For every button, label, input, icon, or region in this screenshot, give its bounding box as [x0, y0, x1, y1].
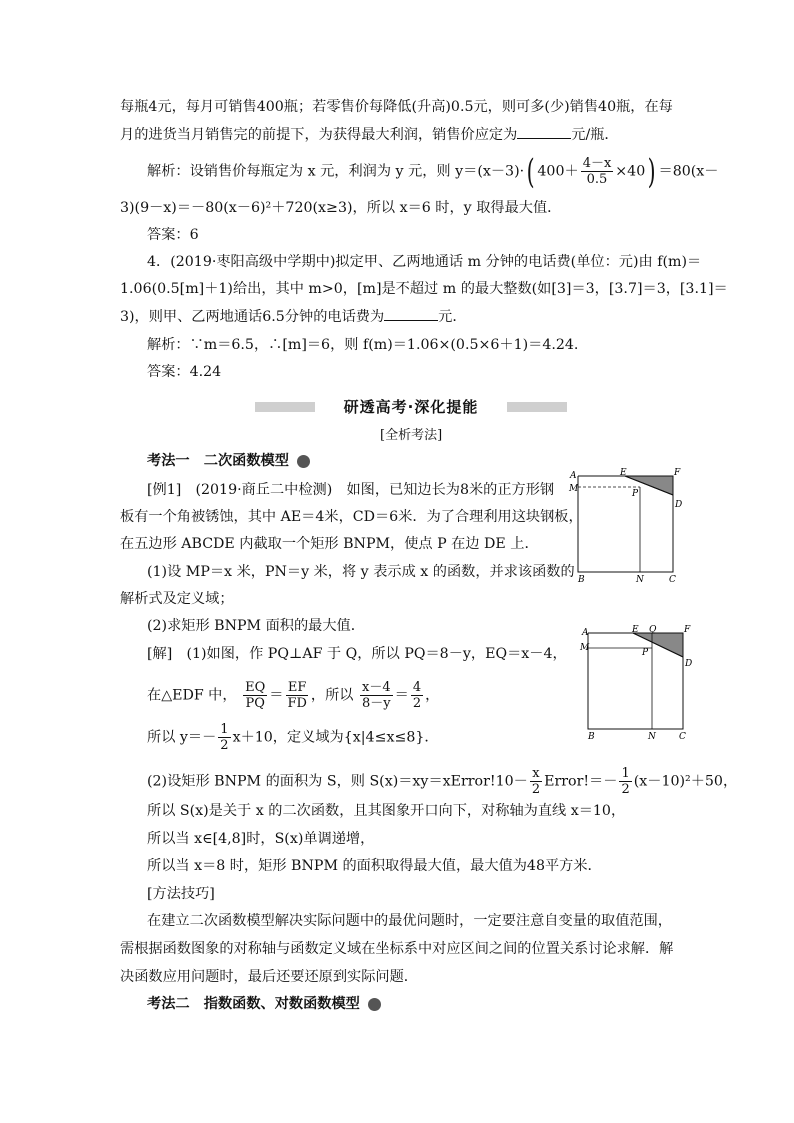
- answer-line: 答案：4.24: [147, 364, 222, 380]
- solution-line: [解] (1)如图，作 PQ⊥AF 于 Q，所以 PQ＝8－y，EQ＝x－4，: [147, 646, 567, 662]
- label-p: P: [632, 489, 639, 499]
- solution-line: 解析：∵m＝6.5，∴[m]＝6，则 f(m)＝1.06×(0.5×6＋1)＝4.24.: [147, 337, 579, 353]
- label-f: F: [684, 625, 691, 635]
- fraction: $\frac{1}{2}$: [220, 722, 229, 753]
- solution-line: 所以当 x∈[4,8]时，S(x)单调递增，: [147, 831, 375, 847]
- analysis-heading: [全析考法]: [380, 428, 443, 443]
- question-line: 1.06(0.5[m]＋1)给出，其中 m>0，[m]是不超过 m 的最大整数(如[3]＝3，[3.7]＝3，[3.1]＝: [120, 281, 728, 297]
- fraction: $\frac{4}{2}$: [412, 680, 422, 711]
- label-c: C: [679, 732, 686, 741]
- solution-line: (2)设矩形 BNPM 的面积为 S，则 S(x)＝xy＝xError!10－ $\frac{x}{2}$ Error!＝－ $\frac{1}{2}$ (x－10)²＋50，: [147, 766, 738, 797]
- figure-square-plate-2: [576, 623, 701, 741]
- label-n: N: [636, 575, 644, 584]
- example-line: (2)求矩形 BNPM 面积的最大值．: [147, 618, 365, 634]
- label-a: A: [582, 628, 589, 638]
- section-banner: [255, 396, 567, 418]
- answer-line: 答案：6: [147, 227, 199, 243]
- text-line: 每瓶4元，每月可销售400瓶；若零售价每降低(升高)0.5元，则可多(少)销售40瓶，在每: [120, 99, 673, 115]
- text-line: 月的进货当月销售完的前提下，为获得最大利润，销售价应定为 元/瓶．: [120, 124, 619, 145]
- question-line: 3)，则甲、乙两地通话6.5分钟的电话费为 元．: [120, 306, 467, 327]
- label-b: B: [578, 575, 585, 584]
- answer-blank: [384, 306, 438, 321]
- label-a: A: [570, 471, 577, 481]
- label-e: E: [632, 625, 639, 635]
- section-banner-title: 研透高考·深化提能: [343, 398, 479, 416]
- method-heading: 考法二 指数函数、对数函数模型: [147, 994, 381, 1014]
- bullet-dot-icon: [368, 998, 381, 1011]
- label-q: Q: [649, 625, 657, 635]
- fraction: $\frac{EF}{FD}$: [287, 680, 307, 711]
- label-d: D: [675, 500, 683, 510]
- fraction: $\frac{1}{2}$: [621, 766, 630, 797]
- tips-line: 需根据函数图象的对称轴与函数定义域在坐标系中对应区间之间的位置关系讨论求解．解: [120, 941, 674, 957]
- example-line: 在五边形 ABCDE 内截取一个矩形 BNPM，使点 P 在边 DE 上．: [120, 536, 539, 552]
- figure-square-plate: [566, 466, 691, 584]
- solution-line: 解析：设销售价每瓶定为 x 元，利润为 y 元，则 y＝(x－3)·( 400＋ $\frac{4-x}{0.5}$ ×40) ＝80(x－: [147, 151, 719, 192]
- tips-line: 在建立二次函数模型解决实际问题中的最优问题时，一定要注意自变量的取值范围，: [147, 913, 672, 929]
- example-line: [例1] (2019·商丘二中检测) 如图，已知边长为8米的正方形钢: [147, 482, 555, 498]
- tips-heading: [方法技巧]: [147, 886, 215, 902]
- tips-line: 决函数应用问题时，最后还要还原到实际问题．: [120, 969, 418, 985]
- solution-line: 所以 S(x)是关于 x 的二次函数，且其图象开口向下，对称轴为直线 x＝10，: [147, 803, 626, 819]
- label-p: P: [642, 648, 649, 658]
- fraction: $\frac{4-x}{0.5}$: [582, 156, 612, 187]
- label-m: M: [580, 643, 590, 653]
- label-d: D: [685, 659, 693, 669]
- solution-line: 所以当 x＝8 时，矩形 BNPM 的面积取得最大值，最大值为48平方米．: [147, 858, 602, 874]
- solution-line: 所以 y＝－ $\frac{1}{2}$ x＋10，定义域为{x|4≤x≤8}．: [147, 722, 439, 753]
- answer-blank: [517, 124, 571, 139]
- label-b: B: [588, 732, 595, 741]
- fraction: $\frac{x}{2}$: [531, 766, 541, 797]
- bullet-dot-icon: [297, 455, 310, 468]
- label-e: E: [620, 468, 627, 478]
- label-c: C: [669, 575, 676, 584]
- question-line: 4．(2019·枣阳高级中学期中)拟定甲、乙两地通话 m 分钟的电话费(单位：元)由 f(m)＝: [147, 254, 702, 270]
- example-line: 解析式及定义域；: [120, 591, 234, 607]
- label-m: M: [569, 484, 579, 494]
- label-f: F: [674, 468, 681, 478]
- fraction: $\frac{x-4}{8-y}$: [361, 680, 391, 711]
- method-heading: 考法一 二次函数模型: [147, 451, 310, 471]
- fraction: $\frac{EQ}{PQ}$: [245, 680, 266, 711]
- solution-line: 3)(9－x)＝－80(x－6)²＋720(x≥3)，所以 x＝6 时，y 取得最大值．: [120, 200, 562, 216]
- solution-line: 在△EDF 中， $\frac{EQ}{PQ}$ ＝ $\frac{EF}{FD}$ ，所以 $\frac{x-4}{8-y}$ ＝ $\frac{4}{2}$ ，: [147, 680, 440, 711]
- example-line: 板有一个角被锈蚀，其中 AE＝4米，CD＝6米．为了合理利用这块钢板，: [120, 509, 583, 525]
- label-n: N: [648, 732, 656, 741]
- example-line: (1)设 MP＝x 米，PN＝y 米，将 y 表示成 x 的函数，并求该函数的: [147, 564, 575, 580]
